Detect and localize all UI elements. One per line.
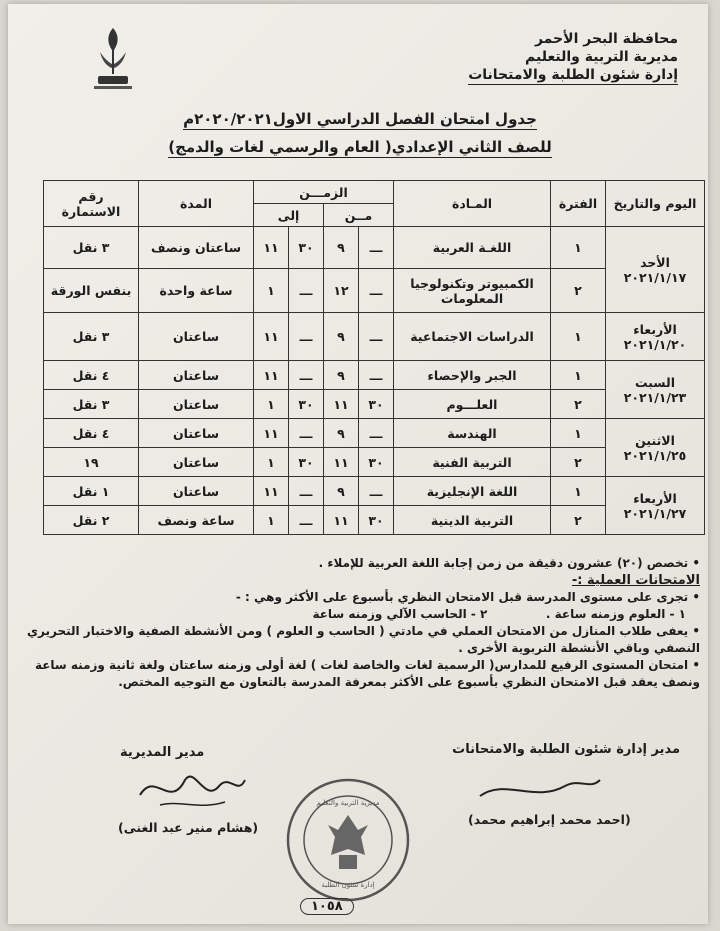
students-affairs-manager-name: (احمد محمد إبراهيم محمد) bbox=[468, 812, 631, 827]
to-minute-cell: ـــ bbox=[289, 361, 324, 390]
handwritten-signature-right-icon bbox=[475, 768, 605, 808]
directorate-manager-signature bbox=[120, 745, 204, 760]
to-minute-cell: ـــ bbox=[289, 419, 324, 448]
period-cell: ١ bbox=[551, 477, 606, 506]
svg-text:مديرية التربية والتعليم: مديرية التربية والتعليم bbox=[316, 799, 380, 807]
to-minute-cell: ـــ bbox=[289, 477, 324, 506]
page-title: جدول امتحان الفصل الدراسي الاول٢٠٢٠/٢٠٢١م bbox=[183, 110, 537, 128]
governorate-line: محافظة البحر الأحمر bbox=[534, 31, 678, 47]
practical-science: ١ - العلوم وزمنه ساعة . bbox=[545, 607, 686, 621]
period-cell: ٢ bbox=[551, 390, 606, 419]
from-hour-cell: ٩ bbox=[324, 419, 359, 448]
form-cell: ١٩ bbox=[44, 448, 139, 477]
issuer-header bbox=[468, 30, 678, 85]
note-practical-subjects bbox=[20, 606, 700, 623]
to-minute-cell: ـــ bbox=[289, 313, 324, 361]
to-hour-cell: ١ bbox=[254, 269, 289, 313]
note-practical-schedule: • تجرى على مستوى المدرسة قبل الامتحان النظري بأسبوع على الأكثر وهي : - bbox=[235, 590, 700, 604]
form-cell: ٣ نقل bbox=[44, 227, 139, 269]
subject-cell: الدراسات الاجتماعية bbox=[394, 313, 551, 361]
to-hour-cell: ١١ bbox=[254, 227, 289, 269]
period-cell: ١ bbox=[551, 361, 606, 390]
directorate-manager-title: مدير المديرية bbox=[120, 745, 205, 760]
handwritten-signature-left-icon bbox=[130, 760, 250, 820]
subject-cell: العلـــوم bbox=[394, 390, 551, 419]
day-cell: السبت ٢٠٢١/١/٢٣ bbox=[606, 361, 705, 419]
period-cell: ١ bbox=[551, 419, 606, 448]
duration-cell: ساعتان bbox=[139, 448, 254, 477]
to-minute-cell: ـــ bbox=[289, 269, 324, 313]
subject-cell: الجبر والإحصاء bbox=[394, 361, 551, 390]
directorate-manager-name: (هشام منير عبد الغنى) bbox=[118, 820, 259, 835]
page-subtitle: للصف الثاني الإعدادي( العام والرسمي لغات والدمج) bbox=[168, 138, 552, 156]
from-minute-cell: ٣٠ bbox=[359, 390, 394, 419]
form-cell: ١ نقل bbox=[44, 477, 139, 506]
col-header-period: الفترة bbox=[551, 181, 606, 227]
to-hour-cell: ١١ bbox=[254, 419, 289, 448]
period-cell: ١ bbox=[551, 227, 606, 269]
day-cell: الأربعاء ٢٠٢١/١/٢٠ bbox=[606, 313, 705, 361]
form-cell: ٣ نقل bbox=[44, 390, 139, 419]
duration-cell: ساعتان bbox=[139, 361, 254, 390]
to-hour-cell: ١ bbox=[254, 448, 289, 477]
to-minute-cell: ـــ bbox=[289, 506, 324, 535]
subject-cell: الهندسة bbox=[394, 419, 551, 448]
from-minute-cell: ٣٠ bbox=[359, 506, 394, 535]
from-hour-cell: ١٢ bbox=[324, 269, 359, 313]
from-hour-cell: ١١ bbox=[324, 448, 359, 477]
note-arabic-dictation: • تخصص (٢٠) عشرون دقيقة من زمن إجابة اللغة العربية للإملاء . bbox=[318, 556, 700, 570]
duration-cell: ساعتان ونصف bbox=[139, 227, 254, 269]
col-header-time: الزمـــن bbox=[254, 181, 394, 204]
exam-schedule-table bbox=[43, 180, 705, 535]
from-minute-cell: ـــ bbox=[359, 269, 394, 313]
from-minute-cell: ـــ bbox=[359, 361, 394, 390]
day-cell: الأحد ٢٠٢١/١/١٧ bbox=[606, 227, 705, 313]
directorate-line: مديرية التربية والتعليم bbox=[525, 49, 678, 65]
from-hour-cell: ١١ bbox=[324, 390, 359, 419]
to-hour-cell: ١ bbox=[254, 390, 289, 419]
subject-cell: اللغـة العربية bbox=[394, 227, 551, 269]
from-hour-cell: ١١ bbox=[324, 506, 359, 535]
col-header-subject: المـادة bbox=[394, 181, 551, 227]
svg-text:إدارة شئون الطلبة: إدارة شئون الطلبة bbox=[321, 881, 375, 889]
to-minute-cell: ٣٠ bbox=[289, 390, 324, 419]
subject-cell: التربية الدينية bbox=[394, 506, 551, 535]
duration-cell: ساعتان bbox=[139, 313, 254, 361]
day-cell: الأربعاء ٢٠٢١/١/٢٧ bbox=[606, 477, 705, 535]
from-minute-cell: ٣٠ bbox=[359, 448, 394, 477]
from-hour-cell: ٩ bbox=[324, 227, 359, 269]
col-header-duration: المدة bbox=[139, 181, 254, 227]
students-affairs-manager-signature bbox=[452, 742, 680, 757]
day-cell: الاثنين ٢٠٢١/١/٢٥ bbox=[606, 419, 705, 477]
duration-cell: ساعتان bbox=[139, 419, 254, 448]
from-minute-cell: ـــ bbox=[359, 419, 394, 448]
official-seal-icon bbox=[283, 775, 413, 905]
to-hour-cell: ١ bbox=[254, 506, 289, 535]
to-hour-cell: ١١ bbox=[254, 313, 289, 361]
from-hour-cell: ٩ bbox=[324, 313, 359, 361]
duration-cell: ساعتان bbox=[139, 390, 254, 419]
from-hour-cell: ٩ bbox=[324, 361, 359, 390]
period-cell: ٢ bbox=[551, 448, 606, 477]
from-minute-cell: ـــ bbox=[359, 313, 394, 361]
to-minute-cell: ٣٠ bbox=[289, 227, 324, 269]
col-header-day: اليوم والتاريخ bbox=[606, 181, 705, 227]
period-cell: ٢ bbox=[551, 506, 606, 535]
note-home-students: • يعفى طلاب المنازل من الامتحان العملي في مادتي ( الحاسب و العلوم ) ومن الأنشطة الصفية والاختبار التحريري النصفي وباقي الأنشطة التربوية الأخرى . bbox=[27, 624, 700, 655]
from-minute-cell: ـــ bbox=[359, 477, 394, 506]
form-cell: ٤ نقل bbox=[44, 419, 139, 448]
subject-cell: اللغة الإنجليزية bbox=[394, 477, 551, 506]
form-cell: ٣ نقل bbox=[44, 313, 139, 361]
period-cell: ٢ bbox=[551, 269, 606, 313]
form-cell: ٤ نقل bbox=[44, 361, 139, 390]
to-hour-cell: ١١ bbox=[254, 477, 289, 506]
duration-cell: ساعتان bbox=[139, 477, 254, 506]
form-cell: بنفس الورقة bbox=[44, 269, 139, 313]
from-hour-cell: ٩ bbox=[324, 477, 359, 506]
practical-computer: ٢ - الحاسب الآلي وزمنه ساعة bbox=[312, 607, 488, 621]
practical-exams-heading: الامتحانات العملية :- bbox=[571, 573, 700, 588]
to-minute-cell: ٣٠ bbox=[289, 448, 324, 477]
duration-cell: ساعة واحدة bbox=[139, 269, 254, 313]
duration-cell: ساعة ونصف bbox=[139, 506, 254, 535]
notes-section bbox=[20, 555, 700, 691]
page-number: ١٠٥٨ bbox=[300, 898, 354, 915]
students-affairs-manager-title: مدير إدارة شئون الطلبة والامتحانات bbox=[452, 742, 680, 757]
period-cell: ١ bbox=[551, 313, 606, 361]
subject-cell: التربية الفنية bbox=[394, 448, 551, 477]
col-header-form: رقم الاستمارة bbox=[44, 181, 139, 227]
col-header-from: مــن bbox=[324, 204, 394, 227]
col-header-to: إلى bbox=[254, 204, 324, 227]
note-advanced-level: • امتحان المستوى الرفيع للمدارس( الرسمية لغات والخاصة لغات ) لغة أولى وزمنه ساعتان ولغة ثانية وزمنه ساعة ونصف يعقد قبل الامتحان النظري بأسبوع على الأكثر بمعرفة المدرسة بالتعاون مع التوجيه المختص. bbox=[34, 658, 700, 689]
subject-cell: الكمبيوتر وتكنولوجيا المعلومات bbox=[394, 269, 551, 313]
to-hour-cell: ١١ bbox=[254, 361, 289, 390]
ministry-logo-icon bbox=[78, 22, 148, 98]
department-line: إدارة شئون الطلبة والامتحانات bbox=[468, 67, 678, 83]
from-minute-cell: ـــ bbox=[359, 227, 394, 269]
form-cell: ٢ نقل bbox=[44, 506, 139, 535]
